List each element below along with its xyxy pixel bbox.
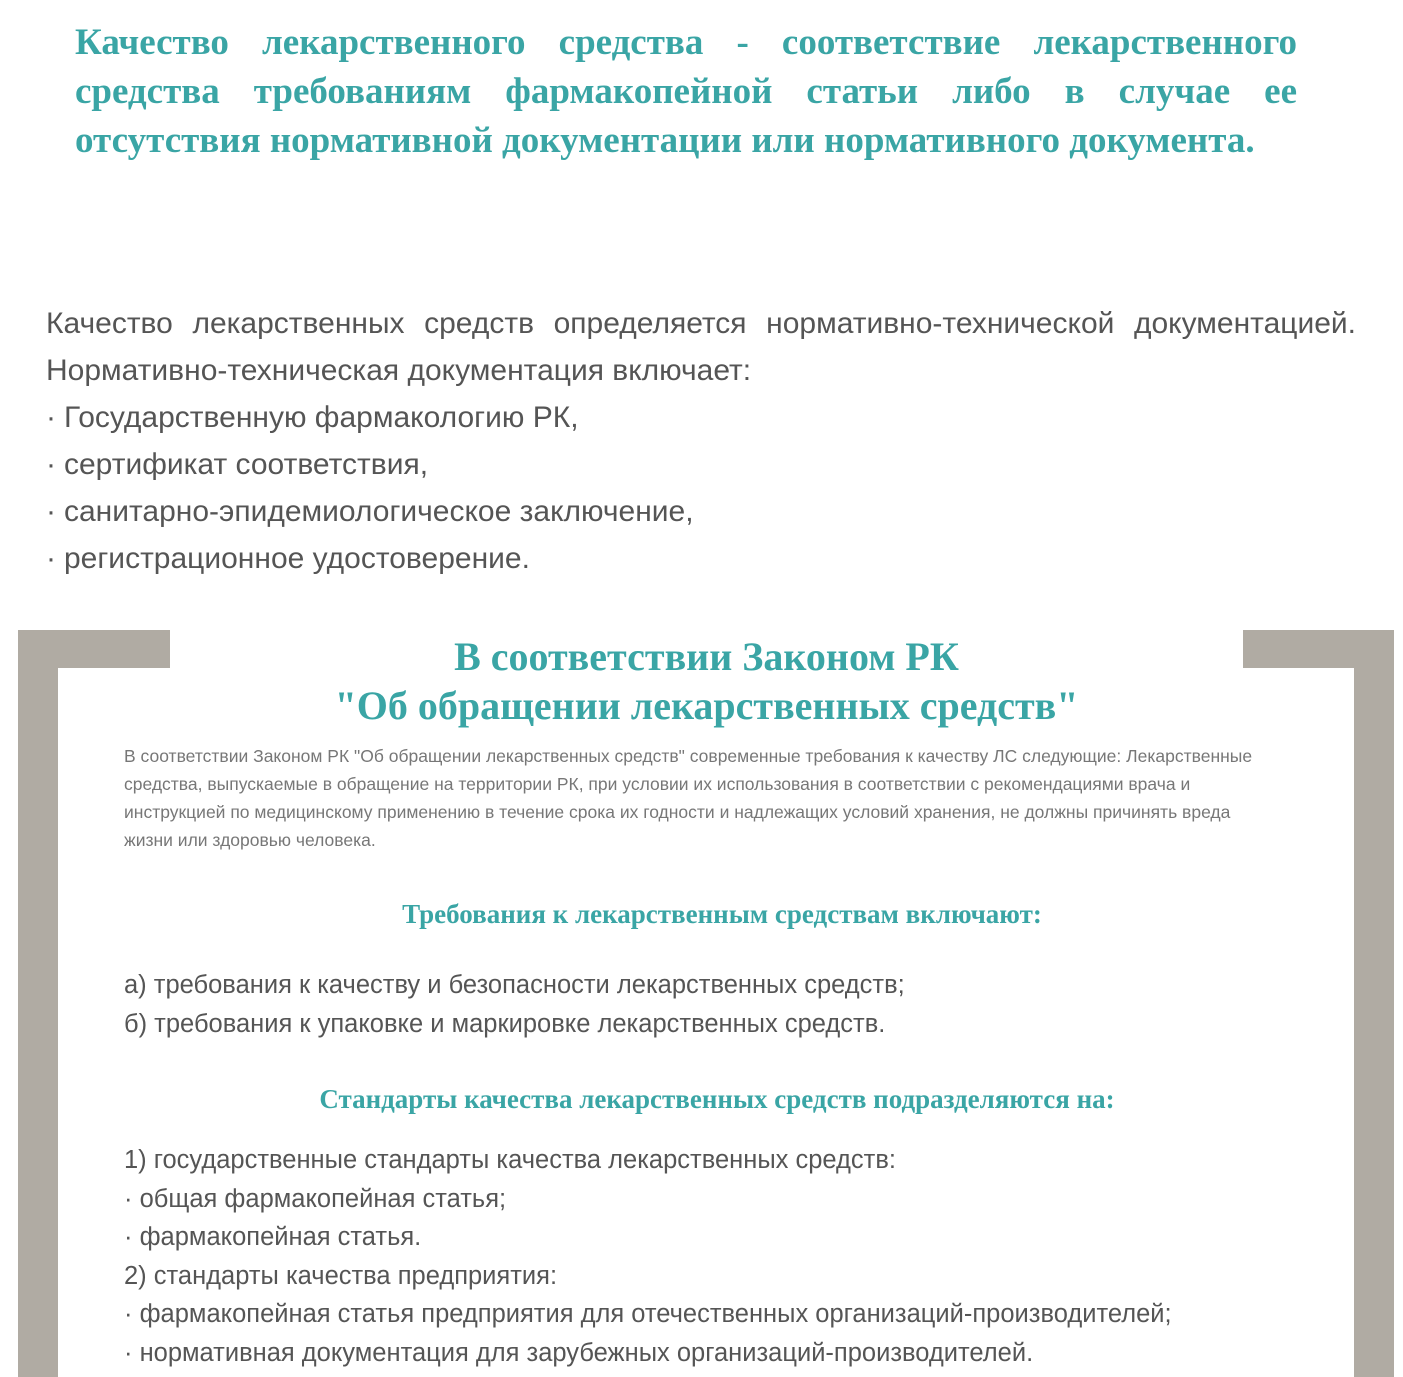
intro-paragraph: Качество лекарственных средств определяется нормативно-технической документацией. Нормативно-техническая документация включает: [46,307,1356,387]
intro-list [46,394,1356,582]
frame-left-corner [18,630,170,668]
frame-left-bar [18,630,58,1377]
list-item: · Государственную фармакологию РК, [46,401,579,434]
list-item: · санитарно-эпидемиологическое заключение, [46,495,694,528]
list-item: а) требования к качеству и безопасности лекарственных средств; [124,971,905,999]
frame-right-corner [1243,630,1394,668]
list-item: · фармакопейная статья. [124,1223,422,1251]
frame-right-bar [1354,630,1394,1377]
requirements-list [124,966,1324,1044]
requirements-heading: Требования к лекарственным средствам включают: [402,899,1042,929]
standards-heading: Стандарты качества лекарственных средств подразделяются на: [319,1084,1115,1114]
bullet-icon: · [46,542,56,575]
bullet-icon: · [46,401,56,434]
law-box-title: В соответствии Законом РК "Об обращении лекарственных средств" [334,634,1079,728]
bullet-icon: · [46,495,56,528]
list-item: б) требования к упаковке и маркировке лекарственных средств. [124,1010,886,1038]
intro-section [46,300,1356,582]
list-item: · фармакопейная статья предприятия для отечественных организаций-производителей; [124,1300,1172,1328]
standards-list [124,1141,1334,1372]
list-item: · общая фармакопейная статья; [124,1184,507,1213]
definition-heading: Качество лекарственного средства - соответствие лекарственного средства требованиям фармакопейной статьи либо в случае ее отсутствия нормативной документации или нормативного документа. [75,22,1297,161]
bullet-icon: · [46,448,56,481]
list-item: · нормативная документация для зарубежных организаций-производителей. [124,1338,1034,1367]
list-item: 1) государственные стандарты качества лекарственных средств: [124,1146,896,1174]
list-item: 2) стандарты качества предприятия: [124,1261,558,1290]
list-item: · сертификат соответствия, [46,448,429,481]
list-item: · регистрационное удостоверение. [46,542,530,575]
law-box-body: В соответствии Законом РК "Об обращении лекарственных средств" современные требования к качеству ЛС следующие: Лекарственные средства, выпускаемые в обращение на территории РК, при условии их использования в соответствии с рекомендациями врача и инструкцией по медицинскому применению в течение срока их годности и надлежащих условий хранения, не должны причинять вреда жизни или здоровью человека. [124,746,1253,850]
